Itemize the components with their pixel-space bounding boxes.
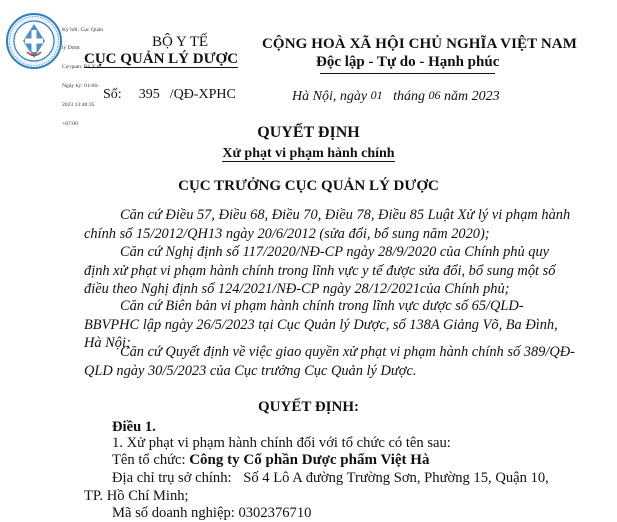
cutoff-line: Mã số doanh nghiệp: 0302376710 [112,505,312,521]
date-year: năm 2023 [443,89,500,104]
article-label: Điều 1. [112,419,156,435]
article-clause: 1. Xử phạt vi phạm hành chính đối với tổ chức có tên sau: [112,435,451,451]
signature-line: 2023 13:48:35 [62,102,95,109]
legal-basis-paragraph [84,343,577,380]
legal-basis-text: Căn cứ Biên bản vi phạm hành chính trong lĩnh vực dược số 65/QLD-BBVPHC lập ngày 26/5/2023 tại Cục Quản lý Dược, số 138A Giảng Võ, Ba Đình, Hà Nội; [84,298,558,351]
address-value: Số 4 Lô A đường Trường Sơn, Phường 15, Quận 10, [243,470,549,486]
legal-basis-paragraph [84,243,577,299]
number-label: Số: [103,87,122,102]
legal-basis-text: Căn cứ Nghị định số 117/2020/NĐ-CP ngày 28/9/2020 của Chính phủ quy định xử phạt vi phạm hành chính trong lĩnh vực y tế được sửa đổi, bổ sung một số điều theo Nghị định số 124/2021/NĐ-CP ngày 28/12/2021của Chính phủ; [84,244,556,297]
document-subtitle-text: Xử phạt vi phạm hành chính [222,146,395,161]
department-name [84,51,238,68]
document-number [103,87,236,103]
address-label: Địa chỉ trụ sở chính: [112,470,232,486]
date-month-label: tháng [393,89,425,104]
signature-line: +07:00 [62,121,78,128]
digital-signature-info [62,14,103,134]
date-month: 06 [428,88,441,102]
seal-image [5,12,63,70]
address-continuation: TP. Hồ Chí Minh; [84,488,189,504]
date-prefix: Hà Nội, ngày [292,89,368,104]
organization-name: Công ty Cổ phần Dược phẩm Việt Hà [189,452,430,468]
number-value: 395 [138,87,160,102]
organization-name-line [112,451,605,469]
department-name-text: CỤC QUẢN LÝ DƯỢC [84,51,239,67]
ministry-name: BỘ Y TẾ [151,34,209,50]
national-motto: Độc lập - Tự do - Hạnh phúc [316,54,500,70]
national-title: CỘNG HOÀ XÃ HỘI CHỦ NGHĨA VIỆT NAM [262,36,577,52]
authority-heading: CỤC TRƯỞNG CỤC QUẢN LÝ DƯỢC [178,178,439,194]
signature-line: Ký bởi: Cục Quản [62,26,104,33]
address-line [112,469,578,487]
signature-line: lý Dược [62,45,81,52]
signature-line: Cơ quan: Bộ Y tế [62,64,101,71]
decision-heading: QUYẾT ĐỊNH: [258,399,359,415]
motto-underline [320,73,495,74]
document-title: QUYẾT ĐỊNH [257,124,360,141]
legal-basis-paragraph [84,206,577,243]
document-subtitle [0,146,617,162]
date-day: 01 [370,88,383,102]
legal-basis-text: Căn cứ Điều 57, Điều 68, Điều 70, Điều 78, Điều 85 Luật Xử lý vi phạm hành chính số 15/2012/QH13 ngày 20/6/2012 (sửa đổi, bổ sung năm 2020); [84,207,571,242]
organization-name-label: Tên tổ chức: [112,452,186,468]
legal-basis-text: Căn cứ Quyết định về việc giao quyền xử phạt vi phạm hành chính số 389/QĐ-QLD ngày 30/5/2023 của Cục trưởng Cục Quản lý Dược. [84,344,575,379]
number-suffix: /QĐ-XPHC [169,87,236,102]
signature-line: Ngày ký: 01-06- [62,83,99,90]
document-date [292,89,500,105]
